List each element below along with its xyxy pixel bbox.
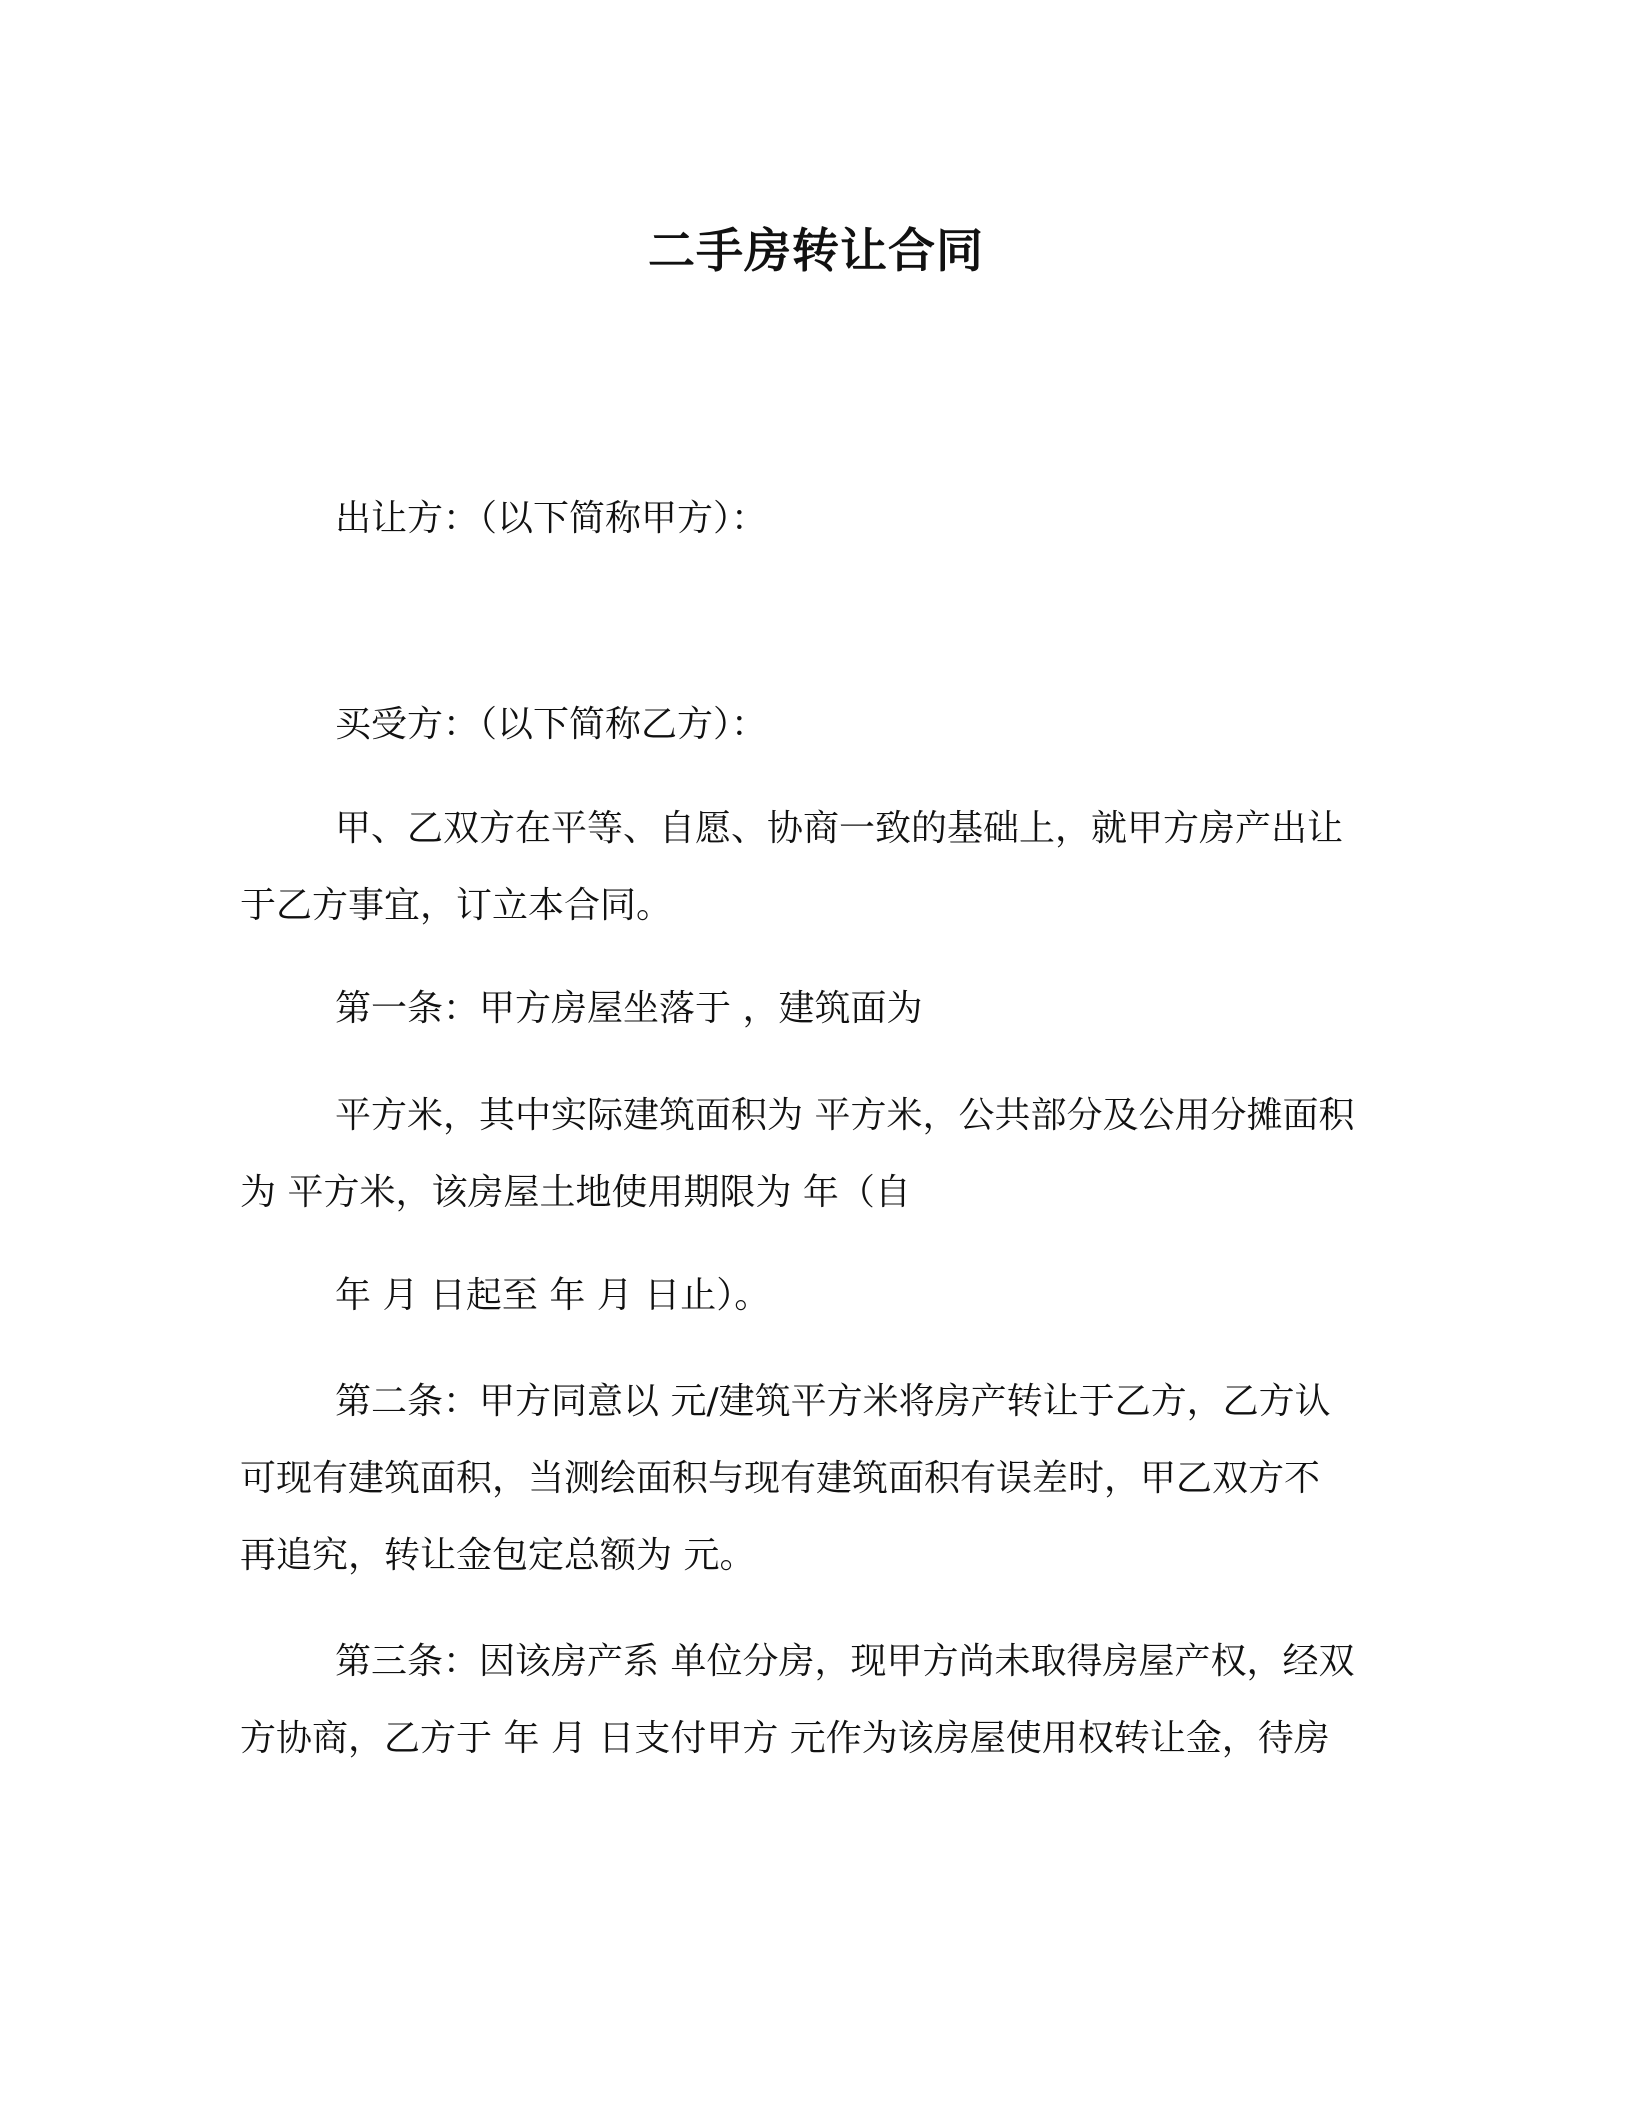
article-2-paragraph [240,1363,1410,1594]
buyer-line: 买受方：（以下简称乙方）： [335,704,768,745]
buyer-paragraph [240,686,1410,763]
article-1-paragraph [240,970,1410,1047]
article-2-line-3: 再追究，转让金包定总额为 元。 [240,1535,756,1576]
article-3-line-1: 第三条：因该房产系 单位分房，现甲方尚未取得房屋产权，经双 [335,1641,1355,1682]
preamble-paragraph [240,790,1410,944]
document-title: 二手房转让合同 [648,224,984,279]
article-3-line-2: 方协商，乙方于 年 月 日支付甲方 元作为该房屋使用权转让金，待房 [240,1718,1330,1759]
article-2-line-2: 可现有建筑面积，当测绘面积与现有建筑面积有误差时，甲乙双方不 [240,1458,1321,1499]
preamble-line-2: 于乙方事宜，订立本合同。 [240,885,673,926]
article-2-line-1: 第二条：甲方同意以 元/建筑平方米将房产转让于乙方，乙方认 [335,1381,1331,1422]
preamble-line-1: 甲、乙双方在平等、自愿、协商一致的基础上，就甲方房产出让 [335,808,1344,849]
area-line-1: 平方米，其中实际建筑面积为 平方米，公共部分及公用分摊面积 [335,1095,1355,1136]
area-paragraph [240,1077,1410,1231]
period-paragraph [240,1257,1410,1334]
area-line-2: 为 平方米，该房屋土地使用期限为 年（自 [240,1172,911,1213]
seller-line: 出让方：（以下简称甲方）： [335,498,768,539]
article-1-line: 第一条：甲方房屋坐落于 ，建筑面为 [335,988,923,1029]
period-line: 年 月 日起至 年 月 日止）。 [335,1275,771,1316]
seller-paragraph [240,480,1410,557]
article-3-paragraph [240,1623,1410,1777]
